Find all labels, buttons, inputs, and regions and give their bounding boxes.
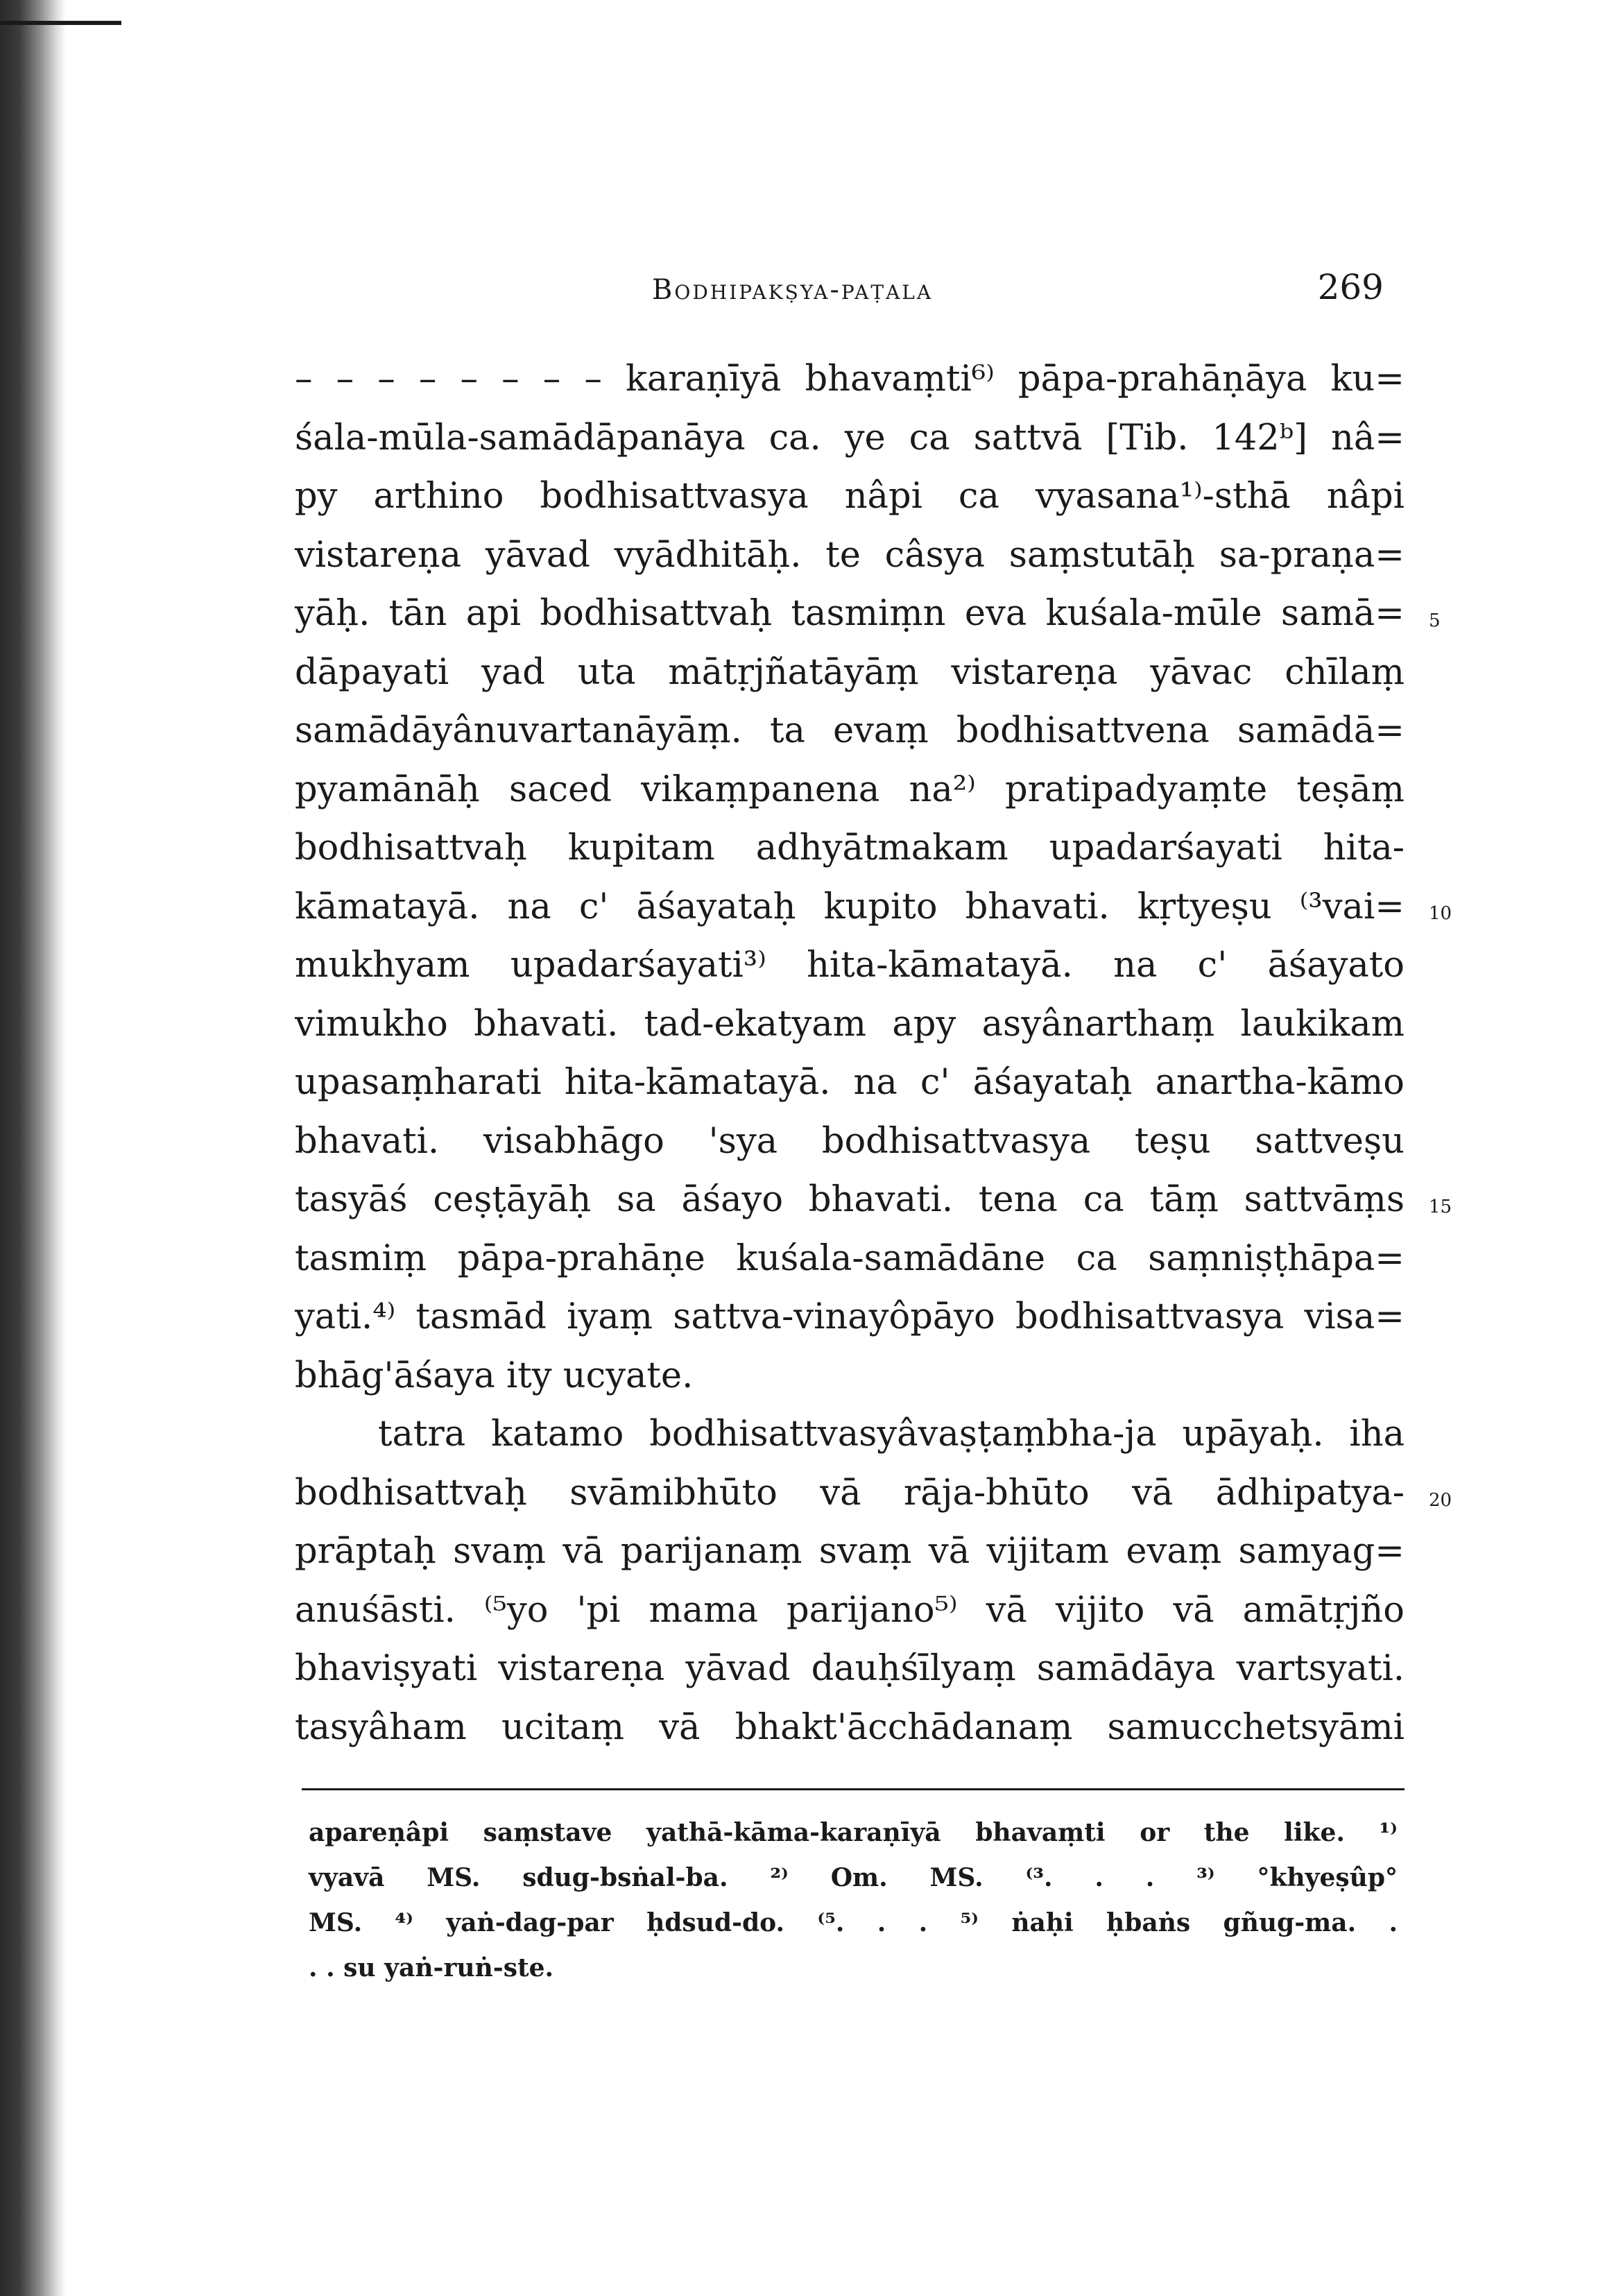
footnote-line: . . su yaṅ-ruṅ-ste. <box>309 1953 554 1982</box>
text-line: bodhisattvaḥ svāmibhūto vā rāja-bhūto vā ādhipatya- <box>295 1472 1405 1514</box>
text-line: vistareṇa yāvad vyādhitāḥ. te câsya saṃstutāḥ sa-praṇa= <box>295 534 1405 576</box>
footnote-line: MS. ⁴⁾ yaṅ-dag-par ḥdsud-do. ⁽⁵. . . ⁵⁾ ṅaḥi ḥbaṅs gñug-ma. . <box>309 1908 1398 1937</box>
line-number: 20 <box>1429 1490 1452 1511</box>
page-header <box>295 267 1405 316</box>
line-number: 15 <box>1429 1197 1452 1217</box>
text-line: tasmiṃ pāpa-prahāṇe kuśala-samādāne ca saṃniṣṭhāpa= <box>295 1237 1405 1279</box>
text-line: śala-mūla-samādāpanāya ca. ye ca sattvā [Tib. 142ᵇ] nâ= <box>295 417 1405 459</box>
running-head: Bodhipakṣya-paṭala <box>652 274 934 306</box>
text-line: bodhisattvaḥ kupitam adhyātmakam upadarśayati hita- <box>295 828 1405 868</box>
text-line: bhaviṣyati vistareṇa yāvad dauḥśīlyaṃ samādāya vartsyati. <box>295 1648 1405 1689</box>
text-line: anuśāsti. ⁽⁵yo 'pi mama parijano⁵⁾ vā vijito vā amātṛjño <box>295 1589 1405 1631</box>
text-line: dāpayati yad uta mātṛjñatāyāṃ vistareṇa yāvac chīlaṃ <box>295 651 1405 693</box>
text-line: vimukho bhavati. tad-ekatyam apy asyânarthaṃ laukikam <box>295 1003 1405 1045</box>
text-line: mukhyam upadarśayati³⁾ hita-kāmatayā. na c' āśayato <box>295 945 1405 986</box>
binding-shadow <box>0 0 66 2296</box>
text-line: pyamānāḥ saced vikaṃpanena na²⁾ pratipadyaṃte teṣāṃ <box>295 769 1405 810</box>
page-number: 269 <box>1317 267 1384 307</box>
text-line: upasaṃharati hita-kāmatayā. na c' āśayataḥ anartha-kāmo <box>295 1062 1405 1103</box>
text-line: tasyāś ceṣṭāyāḥ sa āśayo bhavati. tena ca tāṃ sattvāṃs <box>295 1179 1405 1220</box>
footnote-rule <box>302 1788 1405 1790</box>
footnote-line: apareṇâpi saṃstave yathā-kāma-karaṇīyā bhavaṃti or the like. ¹⁾ <box>309 1818 1398 1847</box>
footnote-line: vyavā MS. sdug-bsṅal-ba. ²⁾ Om. MS. ⁽³. . . ³⁾ °khyeṣûp° <box>309 1863 1398 1892</box>
binding-edge-mark <box>0 21 121 25</box>
text-line: bhavati. visabhāgo 'sya bodhisattvasya teṣu sattveṣu <box>295 1120 1405 1162</box>
text-line: tasyâham ucitaṃ vā bhakt'ācchādanaṃ samucchetsyāmi <box>295 1706 1405 1748</box>
text-line: prāptaḥ svaṃ vā parijanaṃ svaṃ vā vijitam evaṃ samyag= <box>295 1531 1405 1572</box>
text-line: – – – – – – – – karaṇīyā bhavaṃti⁶⁾ pāpa-prahāṇāya ku= <box>295 359 1405 400</box>
body-text <box>295 350 1405 1757</box>
text-line: bhāg'āśaya ity ucyate. <box>295 1355 694 1396</box>
line-number: 10 <box>1429 903 1452 924</box>
text-line: yāḥ. tān api bodhisattvaḥ tasmiṃn eva kuśala-mūle samā= <box>295 593 1405 634</box>
line-number: 5 <box>1429 610 1441 631</box>
text-line: yati.⁴⁾ tasmād iyaṃ sattva-vinayôpāyo bodhisattvasya visa= <box>295 1296 1405 1337</box>
footnotes <box>309 1810 1398 1991</box>
text-line: kāmatayā. na c' āśayataḥ kupito bhavati. kṛtyeṣu ⁽³vai= <box>295 886 1405 927</box>
text-line: tatra katamo bodhisattvasyâvaṣṭaṃbha-ja upāyaḥ. iha <box>378 1414 1405 1455</box>
text-line: py arthino bodhisattvasya nâpi ca vyasana¹⁾-sthā nâpi <box>295 476 1405 517</box>
text-line: samādāyânuvartanāyāṃ. ta evaṃ bodhisattvena samādā= <box>295 710 1405 751</box>
